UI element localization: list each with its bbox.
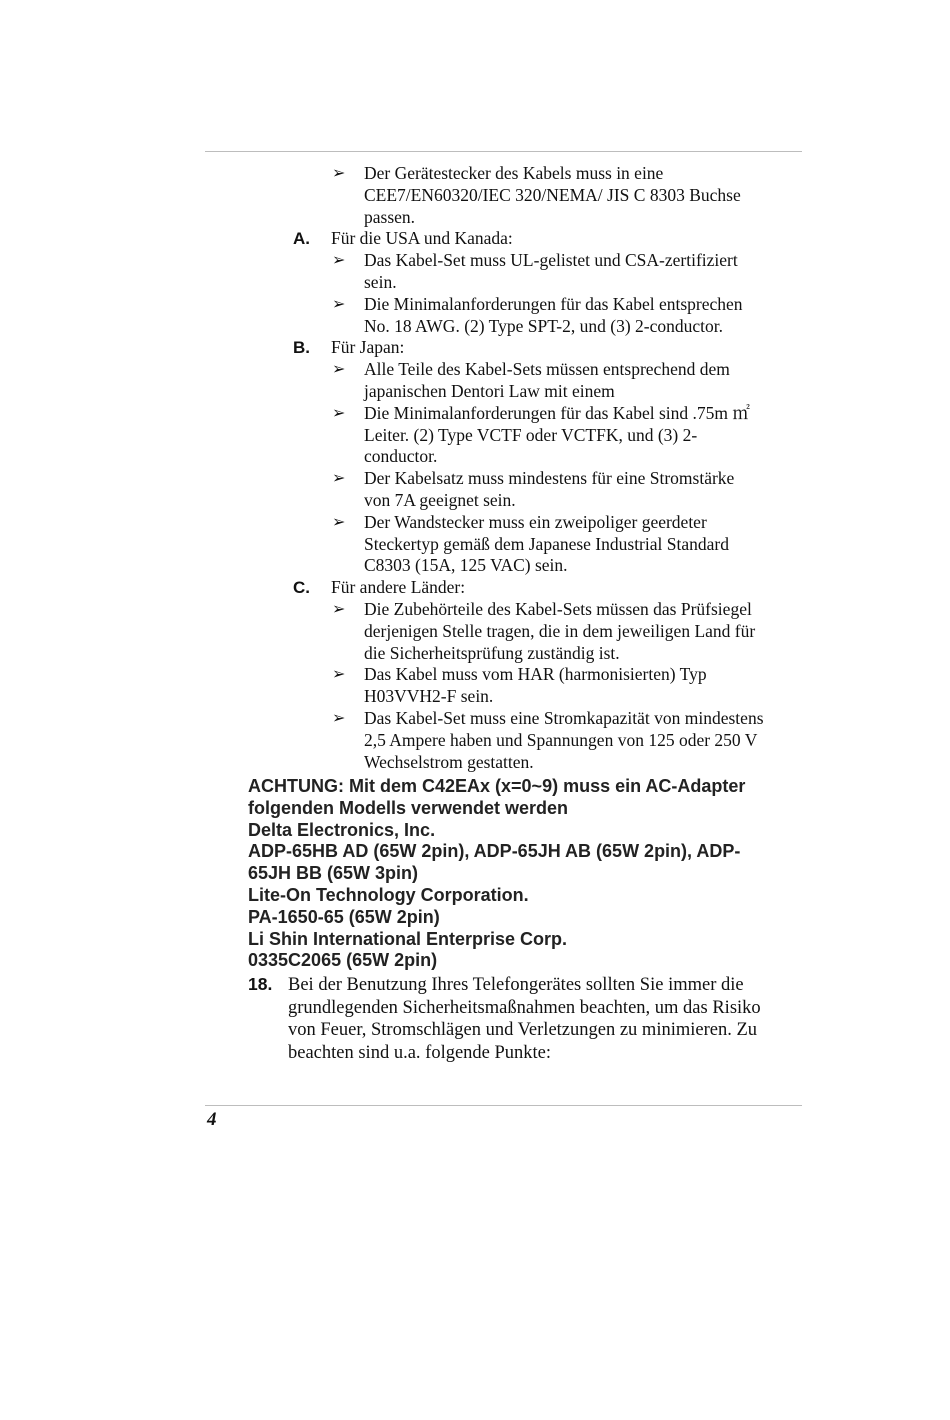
- bullet-line: Wechselstrom gestatten.: [364, 751, 534, 772]
- bullet-item: [364, 599, 804, 664]
- section-title: Für andere Länder:: [331, 577, 466, 598]
- bullet-line: H03VVH2-F sein.: [364, 686, 494, 707]
- bullet-line: Leiter. (2) Type VCTF oder VCTFK, und (3) 2-: [364, 424, 698, 445]
- bullet-item: [364, 294, 804, 338]
- bullet-item: [364, 708, 804, 773]
- item-number: 18.: [248, 974, 273, 994]
- bullet-item: [364, 163, 804, 228]
- bullet-arrow-icon: ➢: [332, 666, 346, 684]
- bullet-arrow-icon: ➢: [332, 404, 346, 422]
- bullet-line: Steckertyp gemäß dem Japanese Industrial Standard: [364, 533, 729, 554]
- bullet-item: [364, 250, 804, 294]
- warning-line: ADP-65HB AD (65W 2pin), ADP-65JH AB (65W 2pin), ADP-: [248, 841, 741, 862]
- item-18-line: grundlegenden Sicherheitsmaßnahmen beachten, um das Risiko: [288, 997, 761, 1018]
- bullet-line: derjenigen Stelle tragen, die in dem jeweiligen Land für: [364, 620, 756, 641]
- warning-line: ACHTUNG: Mit dem C42EAx (x=0~9) muss ein AC-Adapter: [248, 776, 746, 796]
- ac-adapter-warning: [248, 776, 808, 972]
- bullet-arrow-icon: ➢: [332, 361, 346, 379]
- warning-line: Lite-On Technology Corporation.: [248, 884, 529, 905]
- header-rule: [205, 151, 802, 152]
- section-letter: A.: [293, 229, 310, 249]
- section-letter: C.: [293, 578, 310, 598]
- bullet-line: Das Kabel-Set muss eine Stromkapazität von mindestens: [364, 708, 764, 728]
- warning-line: PA-1650-65 (65W 2pin): [248, 906, 440, 927]
- bullet-line: passen.: [364, 206, 416, 227]
- warning-line: Li Shin International Enterprise Corp.: [248, 928, 568, 949]
- bullet-line: Der Kabelsatz muss mindestens für eine Stromstärke: [364, 468, 735, 489]
- item-18-line: von Feuer, Stromschlägen und Verletzungen zu minimieren. Zu: [288, 1020, 758, 1040]
- section-title: Für die USA und Kanada:: [331, 228, 513, 249]
- bullet-line: Der Wandstecker muss ein zweipoliger geerdeter: [364, 511, 707, 532]
- bullet-arrow-icon: ➢: [332, 601, 346, 618]
- bullet-arrow-icon: ➢: [332, 295, 346, 313]
- bullet-arrow-icon: ➢: [332, 470, 346, 488]
- bullet-line: conductor.: [364, 446, 438, 467]
- bullet-line: Das Kabel-Set muss UL-gelistet und CSA-zertifiziert: [364, 250, 738, 271]
- bullet-line: die Sicherheitsprüfung zuständig ist.: [364, 642, 620, 663]
- item-18-line: beachten sind u.a. folgende Punkte:: [288, 1042, 552, 1063]
- bullet-line: Alle Teile des Kabel-Sets müssen entsprechend dem: [364, 359, 730, 380]
- footer-rule: [205, 1105, 802, 1106]
- bullet-item: [364, 512, 804, 577]
- bullet-item: [364, 664, 804, 708]
- item-18-text: [288, 974, 804, 1064]
- bullet-line: Das Kabel muss vom HAR (harmonisierten) Typ: [364, 664, 707, 685]
- bullet-line: Die Minimalanforderungen für das Kabel entsprechen: [364, 293, 743, 314]
- bullet-arrow-icon: ➢: [332, 513, 346, 531]
- page-number: 4: [207, 1109, 217, 1130]
- bullet-item: [364, 468, 804, 512]
- bullet-line: von 7A geeignet sein.: [364, 489, 516, 510]
- bullet-line: 2,5 Ampere haben und Spannungen von 125 oder 250 V: [364, 729, 758, 750]
- item-18-line: Bei der Benutzung Ihres Telefongerätes sollten Sie immer die: [288, 975, 744, 995]
- bullet-line: Der Gerätestecker des Kabels muss in eine: [364, 163, 664, 183]
- section-title: Für Japan:: [331, 337, 405, 358]
- bullet-arrow-icon: ➢: [332, 165, 346, 182]
- bullet-arrow-icon: ➢: [332, 252, 346, 270]
- warning-line: 0335C2065 (65W 2pin): [248, 950, 438, 971]
- bullet-line: CEE7/EN60320/IEC 320/NEMA/ JIS C 8303 Buchse: [364, 184, 741, 205]
- bullet-line: japanischen Dentori Law mit einem: [364, 380, 615, 401]
- warning-line: folgenden Modells verwendet werden: [248, 797, 569, 818]
- bullet-line: sein.: [364, 271, 397, 292]
- warning-line: 65JH BB (65W 3pin): [248, 863, 419, 884]
- warning-line: Delta Electronics, Inc.: [248, 819, 436, 840]
- bullet-line: Die Zubehörteile des Kabel-Sets müssen das Prüfsiegel: [364, 599, 752, 619]
- bullet-line: Die Minimalanforderungen für das Kabel sind .75m ㎡: [364, 402, 750, 423]
- bullet-line: C8303 (15A, 125 VAC) sein.: [364, 555, 568, 576]
- bullet-arrow-icon: ➢: [332, 710, 346, 727]
- bullet-item: [364, 359, 804, 403]
- section-letter: B.: [293, 338, 310, 358]
- bullet-item: [364, 403, 804, 468]
- bullet-line: No. 18 AWG. (2) Type SPT-2, und (3) 2-conductor.: [364, 315, 724, 336]
